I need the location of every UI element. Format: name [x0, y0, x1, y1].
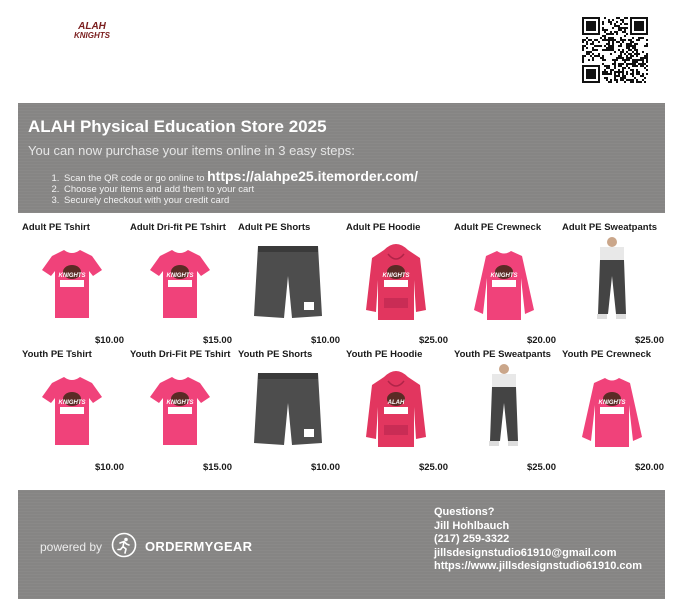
tshirt-image[interactable] — [138, 236, 222, 332]
product-price: $10.00 — [94, 335, 124, 346]
shorts-image[interactable] — [246, 236, 330, 332]
product-name: Adult PE Tshirt — [22, 222, 90, 233]
store-url-link[interactable]: https://alahpe25.itemorder.com/ — [207, 168, 418, 184]
ordermygear-runner-icon — [111, 532, 137, 558]
svg-text:KNIGHTS: KNIGHTS — [598, 400, 626, 406]
shorts-image[interactable] — [246, 363, 330, 459]
product-name: Youth PE Crewneck — [562, 349, 652, 360]
step-2: 2. Choose your items and add them to your cart — [62, 184, 418, 195]
tshirt-image[interactable] — [30, 363, 114, 459]
product-name: Youth PE Shorts — [238, 349, 313, 360]
contact-heading: Questions? — [434, 506, 495, 518]
tshirt-image[interactable] — [30, 236, 114, 332]
svg-text:KNIGHTS: KNIGHTS — [382, 273, 410, 279]
product-price: $15.00 — [202, 462, 232, 473]
banner-subtitle: You can now purchase your items online in 3 easy steps: — [28, 143, 355, 158]
logo-line-2: KNIGHTS — [74, 31, 110, 40]
qr-code-icon[interactable] — [582, 17, 648, 83]
svg-text:KNIGHTS: KNIGHTS — [58, 273, 86, 279]
svg-text:ALAH: ALAH — [387, 400, 405, 406]
contact-website[interactable]: https://www.jillsdesignstudio61910.com — [434, 560, 643, 572]
contact-name: Jill Hohlbauch — [434, 519, 510, 532]
svg-text:KNIGHTS: KNIGHTS — [490, 273, 518, 279]
product-price: $25.00 — [634, 335, 664, 346]
product-name: Youth Dri-Fit PE Tshirt — [130, 349, 231, 360]
contact-phone[interactable]: (217) 259-3322 — [434, 533, 510, 545]
crewneck-image[interactable] — [570, 363, 654, 459]
ordermygear-brand: ORDERMYGEAR — [145, 539, 253, 554]
sweatpants-image[interactable] — [570, 236, 654, 332]
page-title: ALAH Physical Education Store 2025 — [28, 117, 327, 136]
tshirt-image[interactable] — [138, 363, 222, 459]
logo-line-1: ALAH — [78, 21, 106, 32]
step-3: 3. Securely checkout with your credit card — [62, 195, 418, 206]
header-banner — [18, 103, 665, 213]
product-price: $25.00 — [418, 462, 448, 473]
product-name: Adult PE Hoodie — [346, 222, 421, 233]
product-price: $20.00 — [526, 335, 556, 346]
footer — [18, 490, 665, 599]
product-price: $10.00 — [310, 335, 340, 346]
product-price: $25.00 — [418, 335, 448, 346]
product-name: Youth PE Tshirt — [22, 349, 92, 360]
hoodie-image[interactable] — [354, 236, 438, 332]
product-price: $10.00 — [94, 462, 124, 473]
product-name: Adult Dri-fit PE Tshirt — [130, 222, 226, 233]
crewneck-image[interactable] — [462, 236, 546, 332]
steps-list — [48, 168, 418, 206]
step-1 — [62, 168, 418, 184]
product-price: $15.00 — [202, 335, 232, 346]
hoodie-image[interactable] — [354, 363, 438, 459]
svg-text:KNIGHTS: KNIGHTS — [58, 400, 86, 406]
product-name: Youth PE Hoodie — [346, 349, 423, 360]
school-logo — [74, 16, 110, 46]
contact-block — [434, 506, 642, 574]
product-name: Adult PE Sweatpants — [562, 222, 658, 233]
product-price: $10.00 — [310, 462, 340, 473]
sweatpants-image[interactable] — [462, 363, 546, 459]
powered-by-label: powered by — [40, 540, 103, 554]
product-price: $25.00 — [526, 462, 556, 473]
step-1-text: Scan the QR code or go online to — [64, 173, 205, 184]
svg-text:KNIGHTS: KNIGHTS — [166, 400, 194, 406]
svg-text:KNIGHTS: KNIGHTS — [166, 273, 194, 279]
product-name: Adult PE Crewneck — [454, 222, 542, 233]
contact-email[interactable]: jillsdesignstudio61910@gmail.com — [434, 546, 617, 559]
product-name: Adult PE Shorts — [238, 222, 311, 233]
product-name: Youth PE Sweatpants — [454, 349, 551, 360]
product-price: $20.00 — [634, 462, 664, 473]
